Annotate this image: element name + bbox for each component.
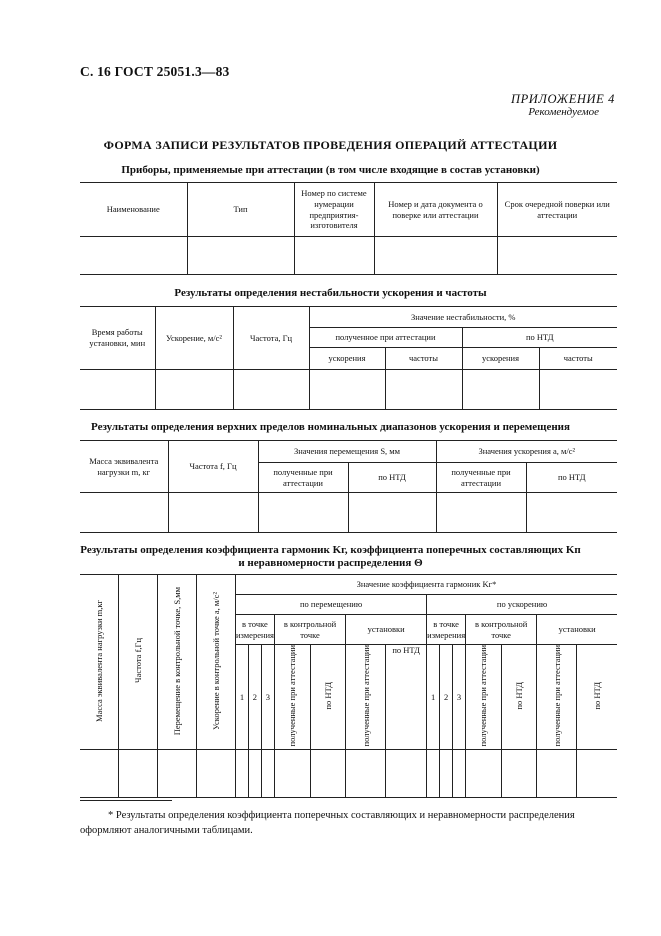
table-cell [168,493,258,533]
table4-title-line2: и неравномерности распределения Θ [238,557,423,569]
point-1: 1 [427,645,440,750]
at-point: в точке измерения [427,615,466,645]
table-row [80,493,617,533]
table-cell [187,237,294,275]
table-cell [80,750,119,798]
by-displacement: по перемещению [236,595,427,615]
table-row [80,750,617,798]
form-title: ФОРМА ЗАПИСИ РЕЗУЛЬТАТОВ ПРОВЕДЕНИЯ ОПЕРАЦИЙ АТТЕСТАЦИИ [103,138,558,152]
sub-ntd: по НТД [386,645,427,750]
point-3: 3 [261,645,274,750]
sub-obtained: полученные при аттестации [274,645,310,750]
acceleration-group: Значения ускорения a, м/с² [436,441,617,463]
in-control-point: в контрольной точке [274,615,345,645]
table-cell [374,237,497,275]
point-2: 2 [248,645,261,750]
table-cell [80,493,168,533]
table-cell [497,237,617,275]
installations: установки [537,615,617,645]
table-cell [274,750,310,798]
table-cell [294,237,374,275]
sub-obtained: полученные при аттестации [537,645,577,750]
displacement-group: Значения перемещения S, мм [258,441,436,463]
at-point: в точке измерения [236,615,275,645]
table-cell [385,370,462,410]
col-acceleration: Ускорение, м/с² [155,307,233,370]
sub-ntd: по НТД [348,463,436,493]
table-row [80,237,617,275]
page-header: С. 16 ГОСТ 25051.3—83 [80,64,230,79]
table3-title: Результаты определения верхних пределов номинальных диапазонов ускорения и перемещения [91,421,570,433]
table-cell [346,750,386,798]
point-1: 1 [236,645,249,750]
upper-limits-table [80,440,617,533]
table-cell [261,750,274,798]
footnote: * Результаты определения коэффициента поперечных составляющих и неравномерности распределения оформляют аналогичными таблицами. [80,810,575,837]
sub-accel: ускорения [462,348,539,370]
col-verification-doc: Номер и дата документа о поверке или аттестации [374,183,497,237]
table4-title-line1: Результаты определения коэффициента гармоник Kг, коэффициента поперечных составляющих Kп [80,544,581,556]
point-3: 3 [453,645,466,750]
col-serial-number: Номер по системе нумерации предприятия-изготовителя [294,183,374,237]
table-cell [309,370,385,410]
instruments-table [80,182,617,275]
by-acceleration: по ускорению [427,595,617,615]
harmonics-group: Значение коэффициента гармоник Kг* [236,575,618,595]
sub-ntd: по НТД [577,645,617,750]
table-cell [537,750,577,798]
col-frequency: Частота f,Гц [119,575,158,750]
col-frequency: Частота f, Гц [168,441,258,493]
installations: установки [346,615,427,645]
footnote-divider [80,800,172,801]
col-frequency: Частота, Гц [233,307,309,370]
table-cell [119,750,158,798]
col-type: Тип [187,183,294,237]
table-cell [80,237,187,275]
table-cell [577,750,617,798]
sub-obtained: полученное при аттестации [309,328,462,348]
table1-title: Приборы, применяемые при аттестации (в том числе входящие в состав установки) [121,164,540,176]
table-cell [526,493,617,533]
table-cell [348,493,436,533]
table-cell [436,493,526,533]
sub-freq: частоты [539,348,617,370]
sub-freq: частоты [385,348,462,370]
sub-ntd: по НТД [462,328,617,348]
table-cell [453,750,466,798]
col-acceleration: Ускорение в контрольной точке a, м/с² [197,575,236,750]
sub-ntd: по НТД [310,645,346,750]
col-name: Наименование [80,183,187,237]
sub-ntd: по НТД [526,463,617,493]
table-cell [155,370,233,410]
table-cell [440,750,453,798]
col-mass: Масса эквивалента нагрузки m, кг [80,441,168,493]
point-2: 2 [440,645,453,750]
sub-obtained: полученные при аттестации [436,463,526,493]
instability-group: Значение нестабильности, % [309,307,617,328]
table-cell [310,750,346,798]
col-mass: Масса эквивалента нагрузки m,кг [80,575,119,750]
table-cell [80,370,155,410]
table-cell [462,370,539,410]
table-cell [501,750,537,798]
table-cell [539,370,617,410]
sub-obtained: полученные при аттестации [346,645,386,750]
sub-obtained: полученные при аттестации [258,463,348,493]
table-cell [158,750,197,798]
instability-table [80,306,617,410]
appendix-status: Рекомендуемое [528,106,599,118]
sub-accel: ускорения [309,348,385,370]
sub-ntd: по НТД [501,645,537,750]
sub-obtained: полученные при аттестации [466,645,502,750]
table-cell [386,750,427,798]
harmonics-table [80,574,617,798]
appendix-label: ПРИЛОЖЕНИЕ 4 [510,92,615,106]
col-displacement: Перемещение в контрольной точке, S,мм [158,575,197,750]
table-cell [248,750,261,798]
table2-title: Результаты определения нестабильности ускорения и частоты [174,287,487,299]
table-cell [236,750,249,798]
col-next-verification: Срок очередной поверки или аттестации [497,183,617,237]
table-cell [466,750,502,798]
table-cell [233,370,309,410]
table-cell [427,750,440,798]
table-row [80,370,617,410]
in-control-point: в контрольной точке [466,615,537,645]
table-cell [197,750,236,798]
col-work-time: Время работы установки, мин [80,307,155,370]
table-cell [258,493,348,533]
